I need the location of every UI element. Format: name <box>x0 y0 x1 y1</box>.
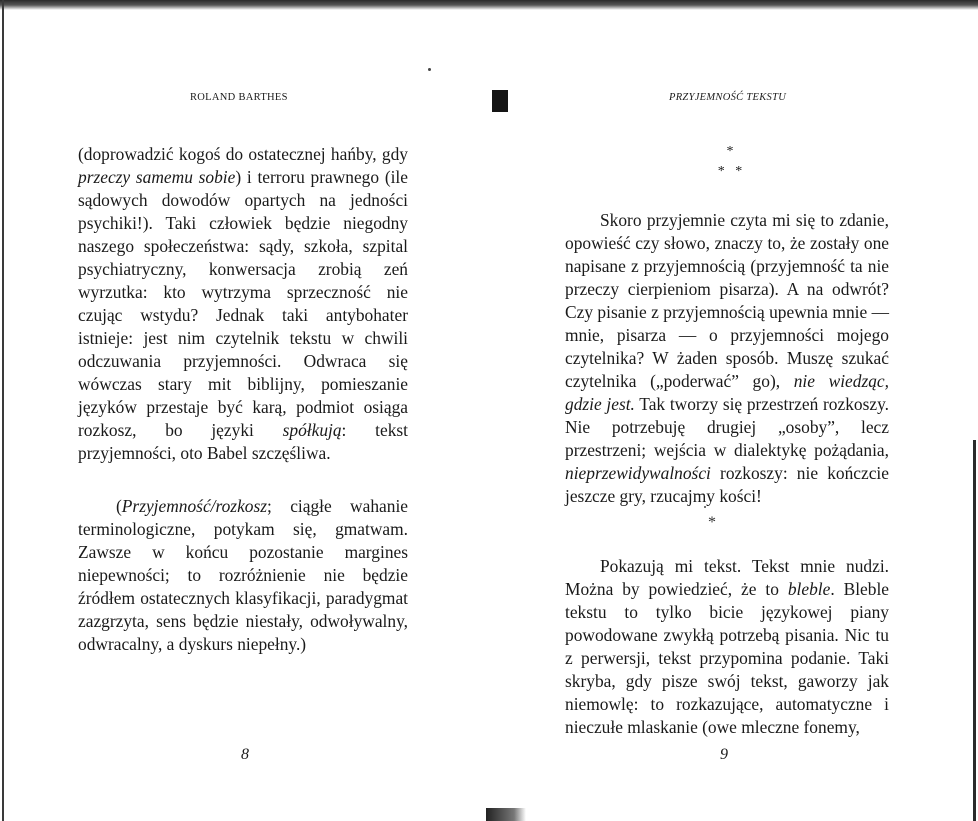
text-run: ( <box>116 496 122 516</box>
paragraph <box>78 495 408 656</box>
paragraph <box>565 209 889 508</box>
asterism-bottom: * * <box>717 164 743 179</box>
running-head-title: PRZYJEMNOŚĆ TEKSTU <box>669 92 787 103</box>
text-run: Tak tworzy się przestrzeń rozkoszy. Nie potrzebuję drugiej „osoby”, lecz przestrzeni; wejścia w dialektykę pożądania, <box>565 394 889 460</box>
text-run: . Bleble tekstu to tylko bicie językowej piany powodowane zwykłą potrzebą pisania. Nic tu z perwersji, tekst przypomina podanie. Taki skryba, gdy pisze swój tekst, gaworzy jak niemowlę: to rozkazujące, automatyczne i nieczułe mlaskanie (owe mleczne fonemy, <box>565 579 889 737</box>
asterism-top: * <box>726 144 734 159</box>
paragraph <box>78 143 408 465</box>
body-text-right-1 <box>565 209 889 508</box>
body-text-left-2 <box>78 495 408 656</box>
right-page <box>490 0 978 821</box>
text-run: (doprowadzić kogoś do ostatecznej hańby, gdy <box>78 144 408 164</box>
text-run: Pokazują mi tekst. Tekst mnie nudzi. Można by powiedzieć, że to <box>565 556 889 599</box>
italic-run: bleble <box>787 579 831 599</box>
text-run: Skoro przyjemnie czyta mi się to zdanie, opowieść czy słowo, znaczy to, że zostały one napisane z przyjemnością (przyjemność ta nie przeczy cierpieniom pisarza). A na odwrót? Czy pisanie z przyjemnością upewnia mnie — mnie, pisarza — o przyjemności mojego czytelnika? W żaden sposób. Muszę szukać czytelnika („poderwać” go), <box>565 210 889 391</box>
page-number: 9 <box>720 746 728 763</box>
text-run: ) i terroru prawnego (ile sądowych dowodów opartych na jedności psychiki!). Taki człowiek będzie niegodny naszego społeczeństwa: sądy, szkoła, szpital psychiatryczny, konwersacja zrobią zeń wyrzutka: kto wytrzyma sprzeczność nie czując wstydu? Jednak taki antybohater istnieje: jest nim czytelnik tekstu w chwili odczuwania przyjemności. Odwraca się wówczas stary mit biblijny, pomieszanie języków przestaje być karą, podmiot osiąga rozkosz, bo języki <box>78 167 408 440</box>
text-run: ; ciągłe wahanie terminologiczne, potykam się, gmatwam. Zawsze w końcu pozostanie margines niepewności; to rozróżnienie nie będzie źródłem ostatecznych klasyfikacji, paradygmat zazgrzyta, sens będzie niestały, odwoływalny, odwracalny, a dyskurs niepełny.) <box>78 496 408 654</box>
italic-run: nie wiedząc, gdzie jest. <box>565 371 889 414</box>
asterism-section-break <box>710 142 750 182</box>
italic-run: nieprzewidywalności <box>565 463 711 483</box>
italic-run: przeczy samemu sobie <box>78 167 236 187</box>
page-number: 8 <box>241 746 249 763</box>
text-run: : tekst przyjemności, oto Babel szczęśliwa. <box>78 420 408 463</box>
running-head-author: ROLAND BARTHES <box>190 92 288 103</box>
text-run: rozkoszy: nie kończcie jeszcze gry, rzucajmy kości! <box>565 463 889 506</box>
italic-run: spółkują <box>282 420 342 440</box>
body-text-right-2 <box>565 555 889 739</box>
italic-run: Przyjemność/rozkosz <box>121 496 268 516</box>
section-mark: * <box>708 514 716 531</box>
body-text-left-1 <box>78 143 408 465</box>
paragraph <box>565 555 889 739</box>
